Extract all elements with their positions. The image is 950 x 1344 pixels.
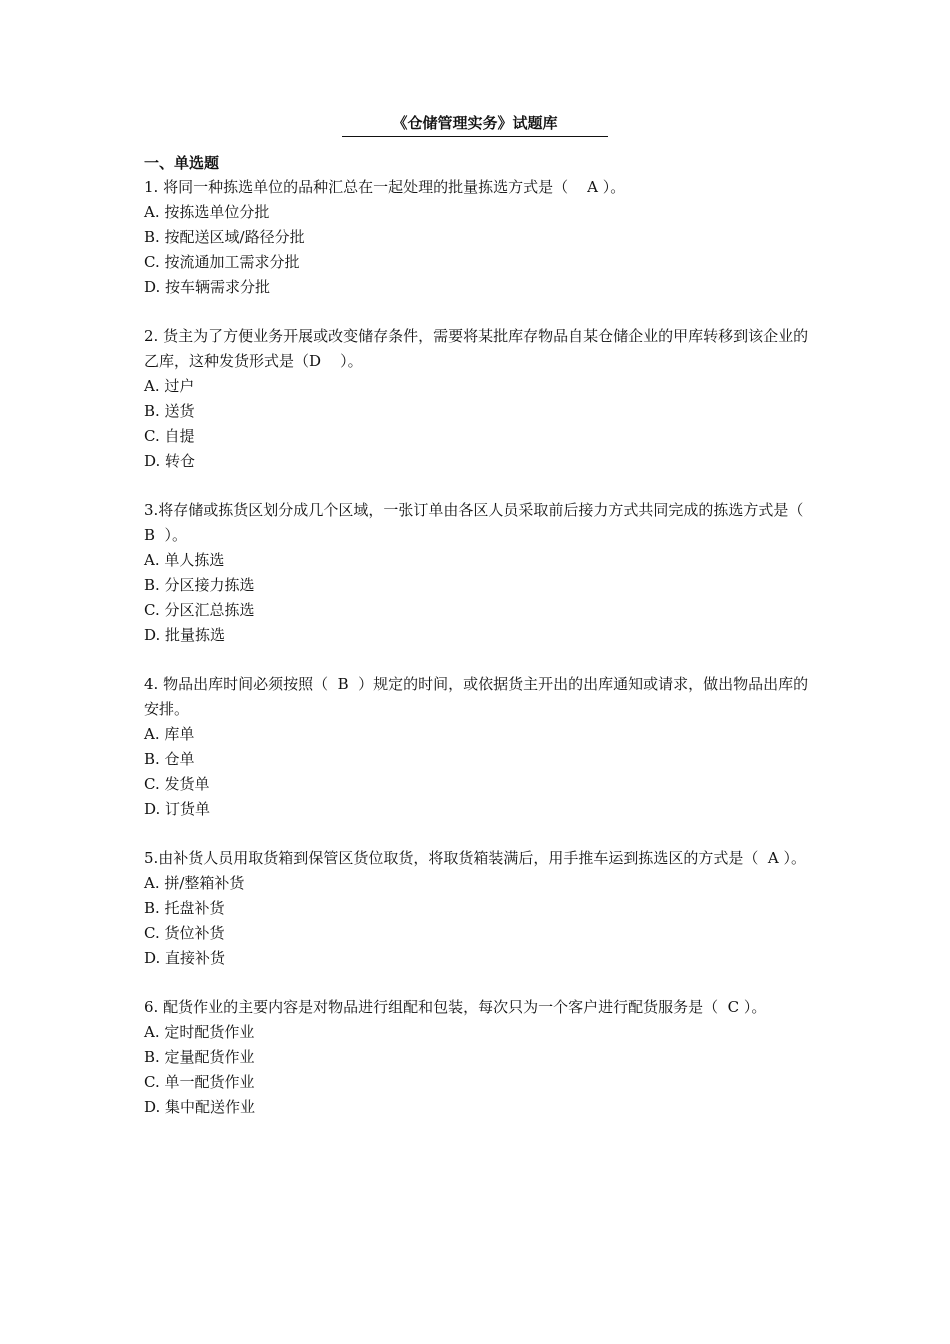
question-5 bbox=[144, 846, 814, 971]
section-heading: 一、单选题 bbox=[144, 154, 220, 172]
option-d: D. 转仓 bbox=[144, 452, 196, 470]
question-stem: 2. 货主为了方便业务开展或改变储存条件，需要将某批库存物品自某仓储企业的甲库转移到该企业的乙库，这种发货形式是（D ）。 bbox=[144, 327, 809, 370]
option-a: A. 拼/整箱补货 bbox=[144, 874, 245, 892]
option-a: A. 按拣选单位分批 bbox=[144, 203, 270, 221]
option-c: C. 自提 bbox=[144, 427, 195, 445]
option-b: B. 送货 bbox=[144, 402, 195, 420]
option-a: A. 过户 bbox=[144, 377, 195, 395]
question-3 bbox=[144, 498, 814, 648]
document-title: 《仓储管理实务》试题库 bbox=[342, 112, 608, 137]
option-d: D. 批量拣选 bbox=[144, 626, 226, 644]
option-b: B. 托盘补货 bbox=[144, 899, 225, 917]
option-c: C. 货位补货 bbox=[144, 924, 225, 942]
question-stem: 5.由补货人员用取货箱到保管区货位取货，将取货箱装满后，用手推车运到拣选区的方式是（ A ）。 bbox=[144, 849, 806, 867]
option-b: B. 分区接力拣选 bbox=[144, 576, 255, 594]
question-1 bbox=[144, 175, 814, 300]
option-c: C. 按流通加工需求分批 bbox=[144, 253, 300, 271]
option-a: A. 定时配货作业 bbox=[144, 1023, 255, 1041]
question-stem: 1. 将同一种拣选单位的品种汇总在一起处理的批量拣选方式是（ A ）。 bbox=[144, 178, 626, 196]
option-b: B. 按配送区域/路径分批 bbox=[144, 228, 305, 246]
option-b: B. 定量配货作业 bbox=[144, 1048, 255, 1066]
question-list bbox=[144, 175, 814, 1144]
question-2 bbox=[144, 324, 814, 474]
option-d: D. 直接补货 bbox=[144, 949, 226, 967]
option-c: C. 发货单 bbox=[144, 775, 210, 793]
question-6 bbox=[144, 995, 814, 1120]
question-stem: 6. 配货作业的主要内容是对物品进行组配和包装，每次只为一个客户进行配货服务是（ C ）。 bbox=[144, 998, 767, 1016]
option-d: D. 集中配送作业 bbox=[144, 1098, 256, 1116]
option-d: D. 按车辆需求分批 bbox=[144, 278, 271, 296]
option-c: C. 单一配货作业 bbox=[144, 1073, 255, 1091]
option-b: B. 仓单 bbox=[144, 750, 195, 768]
question-stem: 4. 物品出库时间必须按照（ B ）规定的时间，或依据货主开出的出库通知或请求，做出物品出库的安排。 bbox=[144, 675, 809, 718]
option-a: A. 单人拣选 bbox=[144, 551, 225, 569]
option-d: D. 订货单 bbox=[144, 800, 211, 818]
option-a: A. 库单 bbox=[144, 725, 195, 743]
question-4 bbox=[144, 672, 814, 822]
question-stem: 3.将存储或拣货区划分成几个区域，一张订单由各区人员采取前后接力方式共同完成的拣选方式是（ B ）。 bbox=[144, 501, 813, 544]
option-c: C. 分区汇总拣选 bbox=[144, 601, 255, 619]
